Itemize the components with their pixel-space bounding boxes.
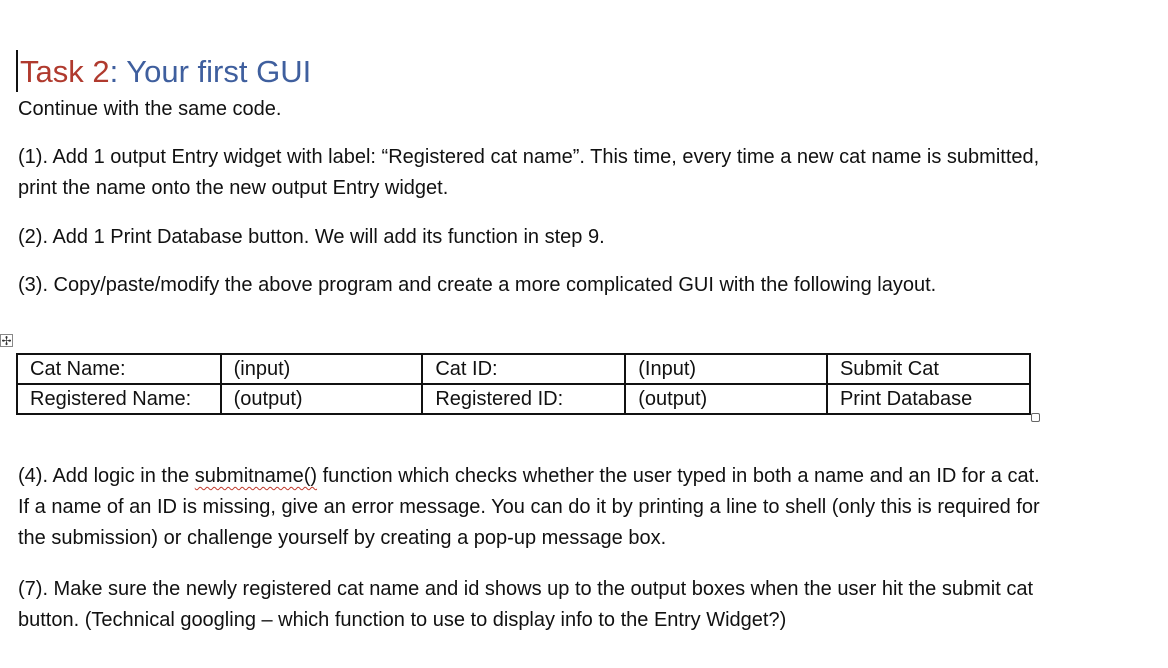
table-move-handle-icon[interactable]: ✢ [1,334,12,348]
table-row [17,354,1030,384]
gui-layout-table [16,353,1031,415]
step-4-suffix: function which checks whether the user typed in both a name and an ID for a cat. If a name of an ID is missing, give an error message. You can do it by printing a line to shell (only this is required for the submission) or challenge yourself by creating a pop-up message box. [18,465,1040,549]
table-cell: Print Database [827,384,1030,414]
table-cell: Submit Cat [827,354,1030,384]
table-cell: Cat Name: [17,354,221,384]
table-cell: (output) [625,384,827,414]
task-heading [20,52,311,92]
intro-paragraph: Continue with the same code. [18,98,282,120]
step-7-paragraph: (7). Make sure the newly registered cat name and id shows up to the output boxes when the user hit the submit cat button. (Technical googling – which function to use to display info to the Entry Widget?) [18,578,1033,631]
step-2-paragraph: (2). Add 1 Print Database button. We will add its function in step 9. [18,226,605,248]
spellcheck-flagged-word[interactable]: submitname() [194,465,318,487]
heading-title: Your first GUI [118,54,312,89]
step-1-paragraph: (1). Add 1 output Entry widget with label: “Registered cat name”. This time, every time a new cat name is submitted, print the name onto the new output Entry widget. [18,146,1040,199]
table-cell: (Input) [625,354,827,384]
step-3-paragraph: (3). Copy/paste/modify the above program and create a more complicated GUI with the following layout. [18,274,937,296]
heading-colon: : [109,54,119,89]
table-resize-handle-icon[interactable] [1031,413,1040,422]
table-cell: Registered ID: [422,384,625,414]
table-cell: Cat ID: [422,354,625,384]
heading-task-label: Task 2 [20,54,110,89]
table-cell: Registered Name: [17,384,221,414]
table-cell: (output) [221,384,423,414]
table-cell: (input) [221,354,423,384]
text-cursor [16,50,18,92]
step-4-paragraph [18,461,1048,554]
step-4-prefix: (4). Add logic in the [18,465,195,487]
table-row [17,384,1030,414]
